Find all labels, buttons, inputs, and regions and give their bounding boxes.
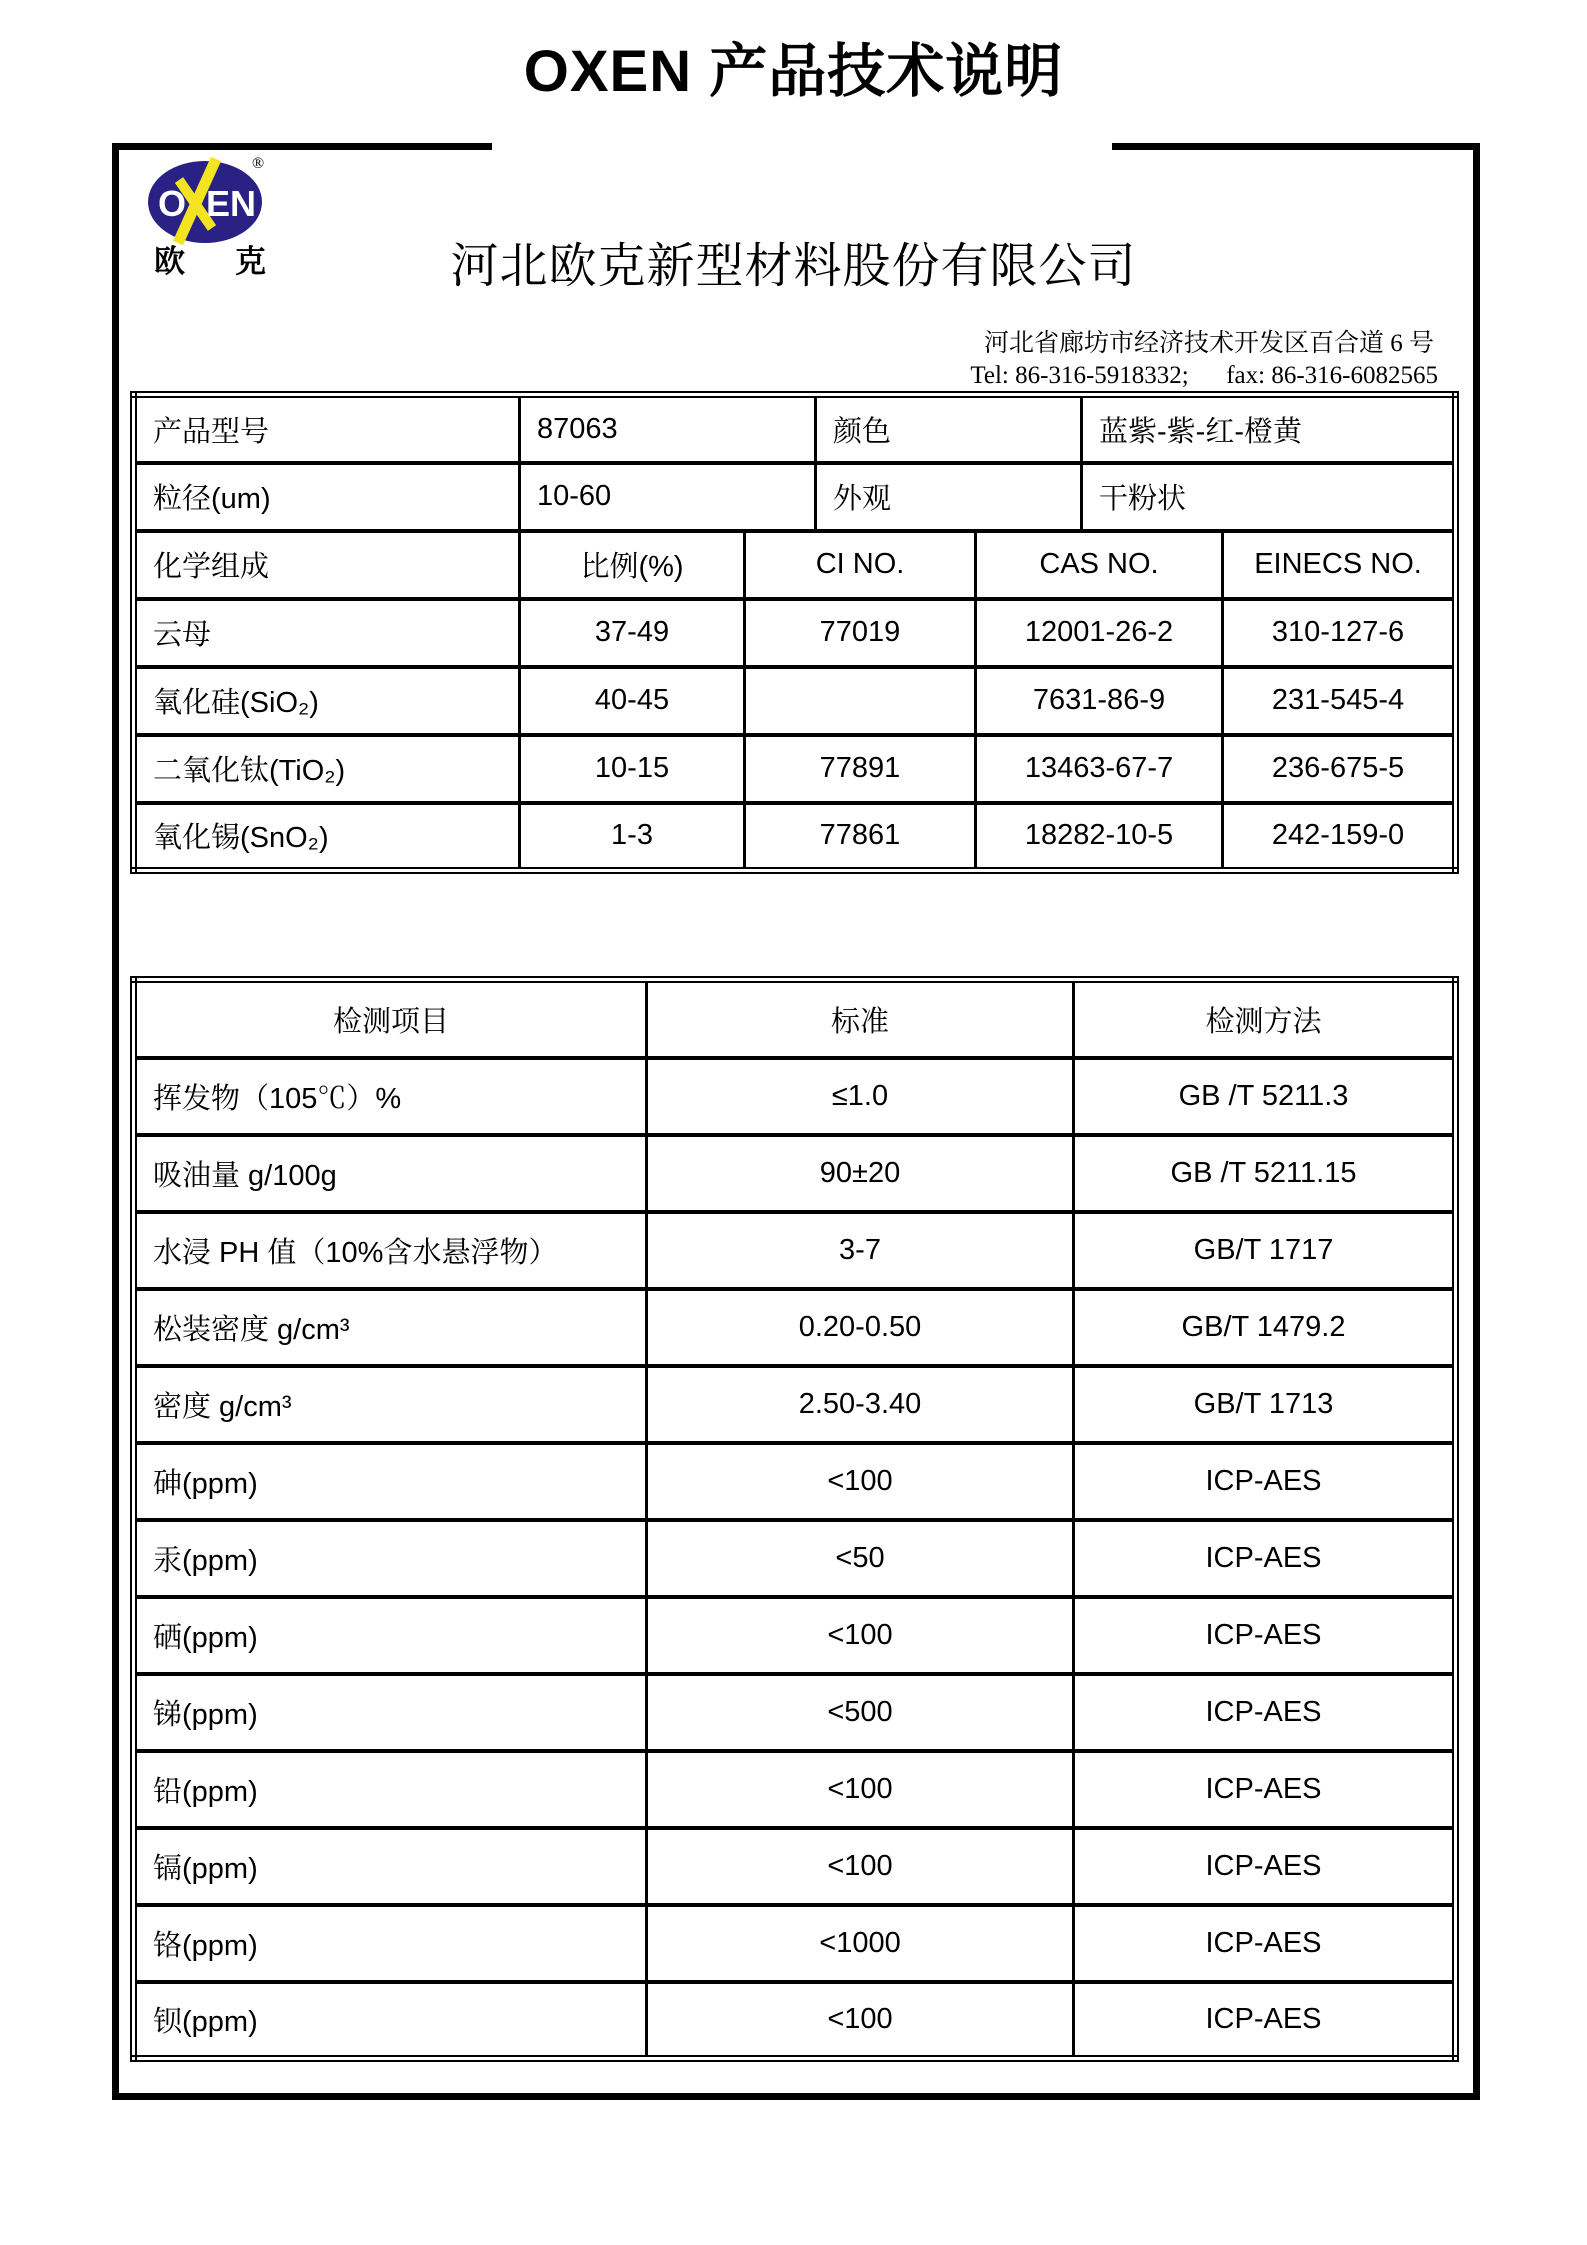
company-address: 河北省廊坊市经济技术开发区百合道 6 号 [983, 330, 1434, 357]
cas-no-value: 13463-67-7 [976, 735, 1223, 803]
column-header: 检测方法 [1074, 980, 1456, 1058]
einecs-no-value: 242-159-0 [1223, 803, 1456, 871]
table-row [134, 1905, 1456, 1982]
test-standard: 0.20-0.50 [647, 1289, 1074, 1366]
test-item: 密度 g/cm³ [134, 1366, 647, 1443]
test-method: ICP-AES [1074, 1982, 1456, 2059]
ratio-value: 10-15 [520, 735, 745, 803]
column-header: 比例(%) [520, 531, 745, 599]
logo-char-ke: 克 [235, 244, 266, 279]
company-contact: Tel: 86-316-5918332; fax: 86-316-6082565 [970, 362, 1438, 389]
color-value: 蓝紫-紫-红-橙黄 [1082, 395, 1456, 463]
cas-no-value: 7631-86-9 [976, 667, 1223, 735]
logo-letter-o: O [158, 183, 187, 224]
test-method: GB/T 1479.2 [1074, 1289, 1456, 1366]
test-item: 硒(ppm) [134, 1597, 647, 1674]
table-row [134, 1597, 1456, 1674]
cas-no-value: 12001-26-2 [976, 599, 1223, 667]
test-item: 砷(ppm) [134, 1443, 647, 1520]
table-row [134, 1135, 1456, 1212]
appearance-label: 外观 [816, 463, 1082, 531]
test-item: 松装密度 g/cm³ [134, 1289, 647, 1366]
table-row [134, 1289, 1456, 1366]
table-row [134, 1674, 1456, 1751]
oxen-logo-icon [146, 152, 272, 246]
table-row [134, 1828, 1456, 1905]
column-header: EINECS NO. [1223, 531, 1456, 599]
cas-no-value: 18282-10-5 [976, 803, 1223, 871]
einecs-no-value: 310-127-6 [1223, 599, 1456, 667]
test-item: 挥发物（105℃）% [134, 1058, 647, 1135]
test-standard: <100 [647, 1828, 1074, 1905]
test-method: ICP-AES [1074, 1520, 1456, 1597]
test-header-row [134, 980, 1456, 1058]
test-method: ICP-AES [1074, 1443, 1456, 1520]
table-row [134, 735, 1456, 803]
color-label: 颜色 [816, 395, 1082, 463]
column-header: CAS NO. [976, 531, 1223, 599]
test-item: 钡(ppm) [134, 1982, 647, 2059]
table-row [134, 1520, 1456, 1597]
component-name: 氧化锡(SnO₂) [134, 803, 520, 871]
ratio-value: 40-45 [520, 667, 745, 735]
appearance-value: 干粉状 [1082, 463, 1456, 531]
test-standard: <100 [647, 1443, 1074, 1520]
column-header: 标准 [647, 980, 1074, 1058]
table-row [134, 1982, 1456, 2059]
test-method: GB/T 1717 [1074, 1212, 1456, 1289]
particle-size-value: 10-60 [520, 463, 816, 531]
composition-header-row [134, 531, 1456, 599]
page-title: OXEN 产品技术说明 [523, 39, 1064, 104]
test-standard: 3-7 [647, 1212, 1074, 1289]
logo-letters-en: EN [206, 183, 257, 224]
column-header: 化学组成 [134, 531, 520, 599]
test-standard: 90±20 [647, 1135, 1074, 1212]
test-method: GB /T 5211.15 [1074, 1135, 1456, 1212]
title-gap-mask [492, 140, 1112, 152]
test-item: 水浸 PH 值（10%含水悬浮物） [134, 1212, 647, 1289]
registered-trademark-icon: ® [252, 155, 265, 172]
table-row [134, 1212, 1456, 1289]
product-model-label: 产品型号 [134, 395, 520, 463]
column-header: 检测项目 [134, 980, 647, 1058]
test-method: ICP-AES [1074, 1751, 1456, 1828]
einecs-no-value: 236-675-5 [1223, 735, 1456, 803]
test-standard: <100 [647, 1982, 1074, 2059]
test-standard: <1000 [647, 1905, 1074, 1982]
test-item: 汞(ppm) [134, 1520, 647, 1597]
test-method: GB/T 1713 [1074, 1366, 1456, 1443]
test-method: ICP-AES [1074, 1597, 1456, 1674]
component-name: 氧化硅(SiO₂) [134, 667, 520, 735]
table-row [134, 1443, 1456, 1520]
test-method: GB /T 5211.3 [1074, 1058, 1456, 1135]
ratio-value: 1-3 [520, 803, 745, 871]
ci-no-value: 77019 [745, 599, 976, 667]
ratio-value: 37-49 [520, 599, 745, 667]
ci-no-value: 77861 [745, 803, 976, 871]
test-items-table [130, 976, 1459, 2062]
test-standard: <100 [647, 1751, 1074, 1828]
test-standard: ≤1.0 [647, 1058, 1074, 1135]
table-row [134, 1366, 1456, 1443]
company-name: 河北欧克新型材料股份有限公司 [450, 240, 1137, 293]
product-info-table [130, 391, 1459, 874]
test-item: 铬(ppm) [134, 1905, 647, 1982]
particle-size-label: 粒径(um) [134, 463, 520, 531]
ci-no-value [745, 667, 976, 735]
test-method: ICP-AES [1074, 1828, 1456, 1905]
ci-no-value: 77891 [745, 735, 976, 803]
test-standard: 2.50-3.40 [647, 1366, 1074, 1443]
component-name: 二氧化钛(TiO₂) [134, 735, 520, 803]
test-method: ICP-AES [1074, 1674, 1456, 1751]
test-item: 锑(ppm) [134, 1674, 647, 1751]
test-item: 吸油量 g/100g [134, 1135, 647, 1212]
logo-char-ou: 欧 [154, 244, 185, 279]
table-row [134, 1751, 1456, 1828]
test-item: 铅(ppm) [134, 1751, 647, 1828]
table-row [134, 395, 1456, 463]
column-header: CI NO. [745, 531, 976, 599]
table-row [134, 463, 1456, 531]
table-row [134, 599, 1456, 667]
test-standard: <100 [647, 1597, 1074, 1674]
product-model-value: 87063 [520, 395, 816, 463]
test-standard: <500 [647, 1674, 1074, 1751]
test-standard: <50 [647, 1520, 1074, 1597]
test-method: ICP-AES [1074, 1905, 1456, 1982]
einecs-no-value: 231-545-4 [1223, 667, 1456, 735]
table-row [134, 667, 1456, 735]
test-item: 镉(ppm) [134, 1828, 647, 1905]
table-row [134, 1058, 1456, 1135]
component-name: 云母 [134, 599, 520, 667]
table-row [134, 803, 1456, 871]
